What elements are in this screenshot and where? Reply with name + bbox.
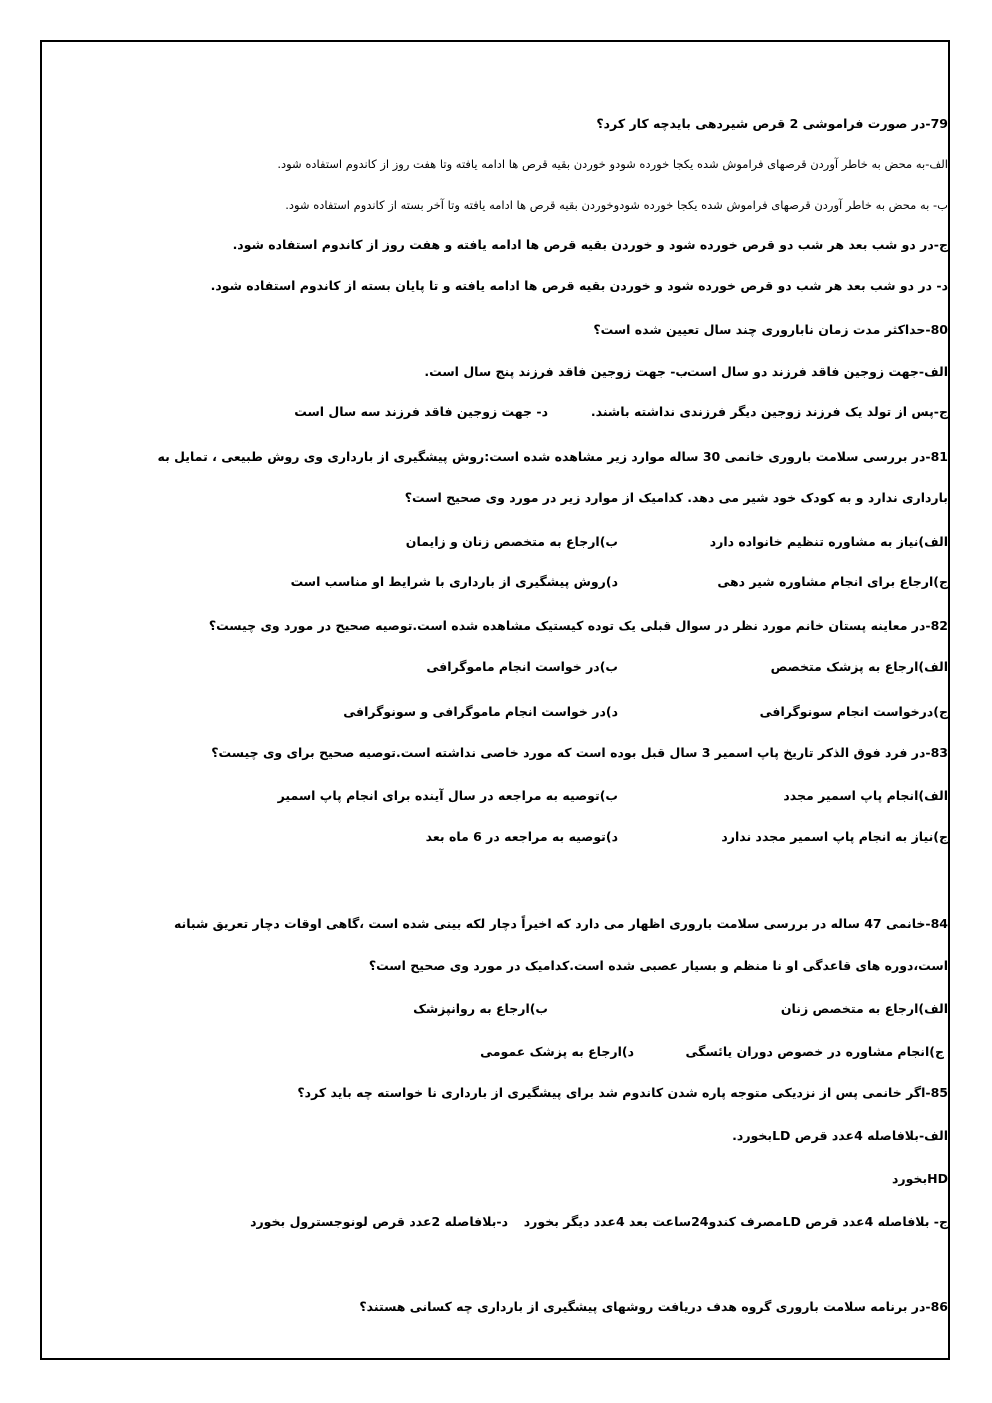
q81-option-b: ب)ارجاع به متخصص زنان و زایمان bbox=[405, 534, 618, 549]
question-81-line-1: 81-در بررسی سلامت باروری خانمی 30 ساله موارد زیر مشاهده شده است:روش پیشگیری از بارداری وی روش طبیعی ، تمایل به bbox=[157, 449, 948, 464]
q80-option-d: د- جهت زوجین فاقد فرزند سه سال است bbox=[294, 404, 548, 419]
q79-option-b: ب- به محض به خاطر آوردن قرصهای فراموش شده یکجا خورده شودوخوردن بقیه قرص ها ادامه یافته وتا آخر بسته از کاندوم استفاده شود. bbox=[285, 198, 948, 212]
q83-option-c: ج)نیاز به انجام پاپ اسمیر مجدد ندارد bbox=[721, 829, 948, 844]
q83-option-a: الف)انجام پاپ اسمیر مجدد bbox=[783, 788, 948, 803]
q82-option-c: ج)درخواست انجام سونوگرافی bbox=[759, 704, 948, 719]
q83-option-b: ب)توصیه به مراجعه در سال آینده برای انجام پاپ اسمیر bbox=[277, 788, 618, 803]
q80-option-b: ب- جهت زوجین فاقد فرزند پنج سال است. bbox=[424, 364, 688, 379]
q82-row-1 bbox=[120, 658, 948, 676]
q79-option-a: الف-به محض به خاطر آوردن قرصهای فراموش شده یکجا خورده شودو خوردن بقیه قرص ها ادامه یافته وتا هفت روز از کاندوم استفاده شود. bbox=[277, 157, 948, 171]
q81-option-c: ج)ارجاع برای انجام مشاوره شیر دهی bbox=[717, 574, 948, 589]
q82-row-2 bbox=[120, 703, 948, 721]
q84-option-d: د)ارجاع به پزشک عمومی bbox=[480, 1044, 634, 1059]
q79-option-c: ج-در دو شب بعد هر شب دو قرص خورده شود و خوردن بقیه قرص ها ادامه یافته و هفت روز از کاندوم استفاده شود. bbox=[232, 237, 948, 252]
q83-row-2 bbox=[120, 828, 948, 846]
q84-option-b: ب)ارجاع به روانپزشک bbox=[413, 1001, 548, 1016]
q81-option-d: د)روش پیشگیری از بارداری با شرایط او مناسب است bbox=[290, 574, 618, 589]
q85-option-a: الف-بلافاصله 4عدد قرص LDبخورد. bbox=[732, 1128, 948, 1143]
question-84-line-2: است،دوره های قاعدگی او نا منظم و بسیار عصبی شده است.کدامیک در مورد وی صحیح است؟ bbox=[368, 958, 948, 973]
q85-row-1 bbox=[120, 1127, 948, 1145]
question-85: 85-اگر خانمی پس از نزدیکی متوجه پاره شدن کاندوم شد برای پیشگیری از بارداری نا خواسته چه باید کرد؟ bbox=[297, 1085, 948, 1100]
question-81-line-2: بارداری ندارد و به کودک خود شیر می دهد. کدامیک از موارد زیر در مورد وی صحیح است؟ bbox=[404, 490, 948, 505]
q82-option-a: الف)ارجاع به پزشک متخصص bbox=[770, 659, 948, 674]
q82-option-d: د)در خواست انجام ماموگرافی و سونوگرافی bbox=[343, 704, 618, 719]
q82-option-b: ب)در خواست انجام ماموگرافی bbox=[426, 659, 618, 674]
q83-option-d: د)توصیه به مراجعه در 6 ماه بعد bbox=[425, 829, 618, 844]
q81-row-2 bbox=[120, 573, 948, 591]
q83-row-1 bbox=[120, 787, 948, 805]
q84-option-a: الف)ارجاع به متخصص زنان bbox=[780, 1001, 948, 1016]
question-84-line-1: 84-خانمی 47 ساله در بررسی سلامت باروری اظهار می دارد که اخیراً دچار لکه بینی شده است ،گاهی اوقات دچار تعریق شبانه bbox=[173, 916, 948, 931]
q79-option-d: د- در دو شب بعد هر شب دو قرص خورده شود و خوردن بقیه قرص ها ادامه یافته و تا پایان بسته از کاندوم استفاده شود. bbox=[210, 278, 948, 293]
q81-option-a: الف)نیاز به مشاوره تنظیم خانواده دارد bbox=[709, 534, 948, 549]
q80-row-2 bbox=[120, 403, 948, 421]
question-79: 79-در صورت فراموشی 2 قرص شیردهی بایدچه کار کرد؟ bbox=[596, 116, 948, 131]
question-86: 86-در برنامه سلامت باروری گروه هدف دریافت روشهای پیشگیری از بارداری چه کسانی هستند؟ bbox=[359, 1299, 948, 1314]
q84-row-2 bbox=[120, 1043, 944, 1061]
q80-option-a: الف-جهت زوجین فاقد فرزند دو سال است. bbox=[682, 364, 948, 379]
q84-row-1 bbox=[120, 1000, 948, 1018]
q85-option-b-continued: HDبخورد bbox=[892, 1171, 948, 1186]
question-82: 82-در معاینه پستان خانم مورد نظر در سوال قبلی یک توده کیستیک مشاهده شده است.توصیه صحیح در مورد وی چیست؟ bbox=[208, 618, 948, 633]
q85-row-2 bbox=[120, 1213, 948, 1231]
q81-row-1 bbox=[120, 533, 948, 551]
q85-option-c: ج- بلافاصله 4عدد قرص LDمصرف کندو24ساعت بعد 4عدد دیگر بخورد bbox=[523, 1214, 948, 1229]
q80-option-c: ج-پس از تولد یک فرزند زوجین دیگر فرزندی نداشته باشند. bbox=[590, 404, 948, 419]
q80-row-1 bbox=[120, 363, 948, 381]
question-80: 80-حداکثر مدت زمان ناباروری چند سال تعیین شده است؟ bbox=[593, 322, 948, 337]
q84-option-c: ج)انجام مشاوره در خصوص دوران یائسگی bbox=[685, 1044, 944, 1059]
question-83: 83-در فرد فوق الذکر تاریخ پاپ اسمیر 3 سال قبل بوده است که مورد خاصی نداشته است.توصیه صحیح برای وی چیست؟ bbox=[211, 745, 948, 760]
q85-option-d: د-بلافاصله 2عدد قرص لونوجسترول بخورد bbox=[250, 1214, 508, 1229]
